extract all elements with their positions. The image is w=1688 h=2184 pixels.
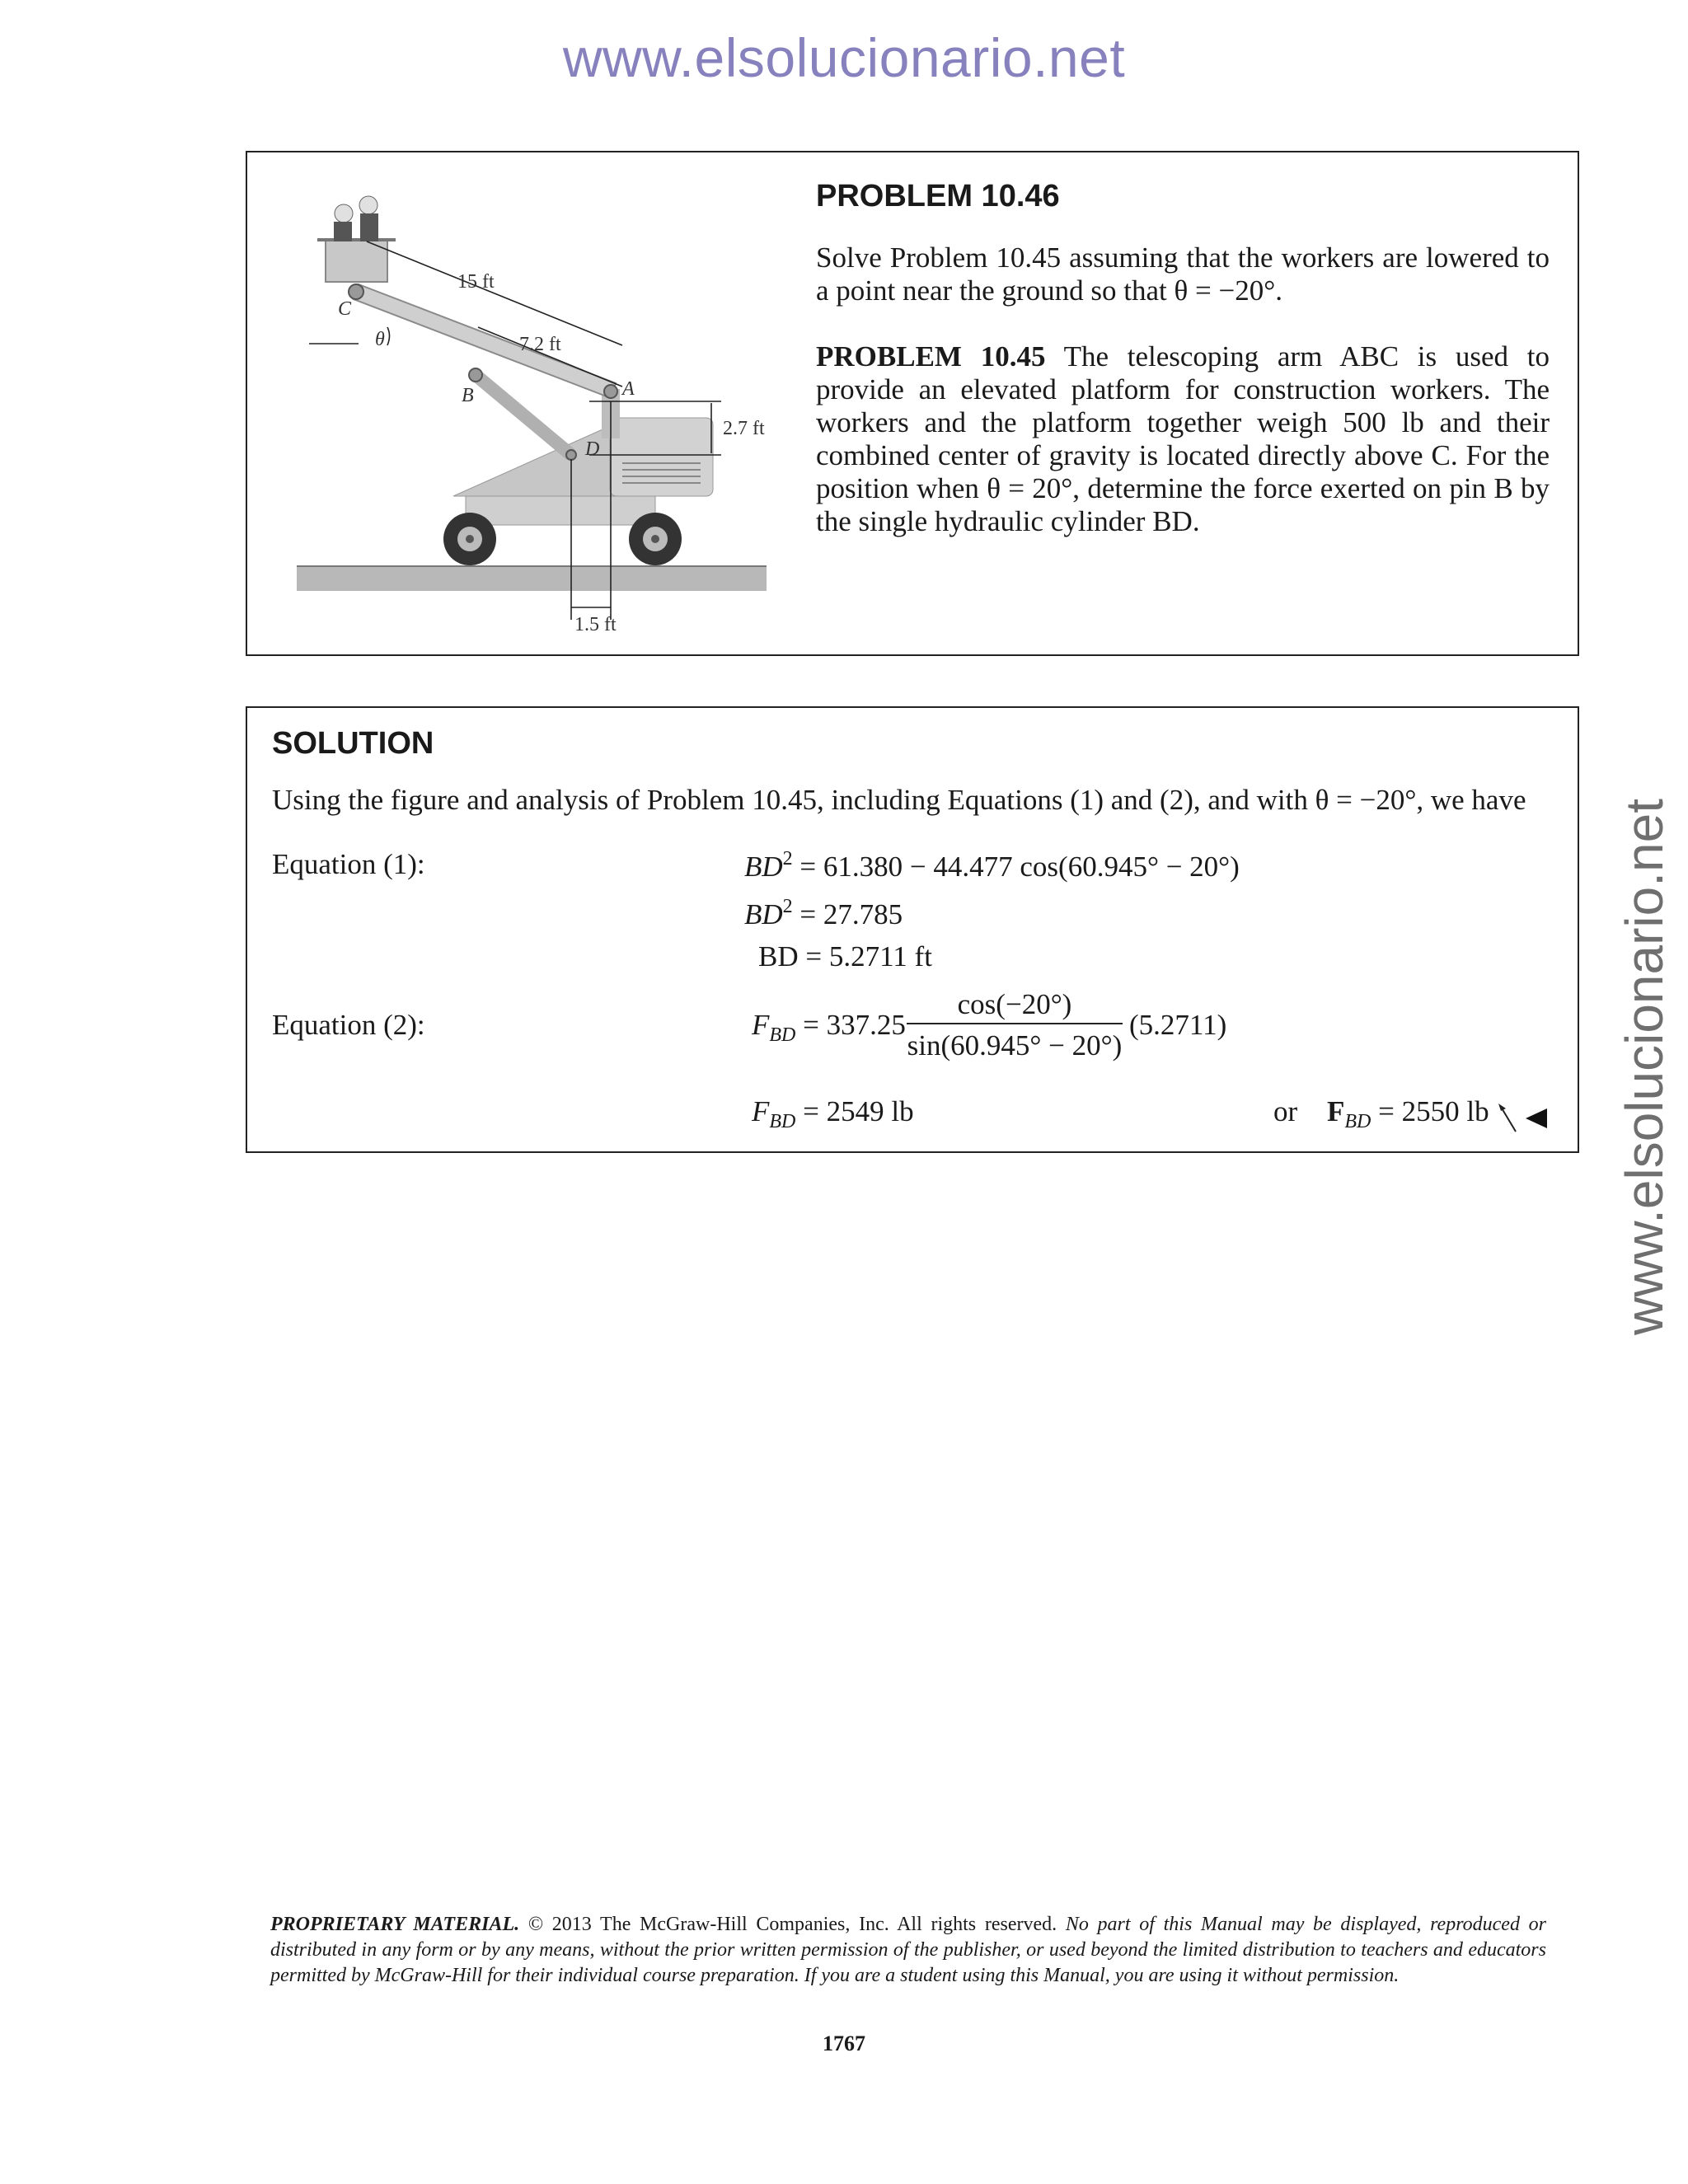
pin-A	[604, 385, 617, 398]
label-C: C	[338, 298, 352, 320]
reference-title: PROBLEM 10.45	[816, 340, 1046, 373]
problem-statement: Solve Problem 10.45 assuming that the workers are lowered to a point near the ground so that θ = −20°.	[816, 241, 1550, 307]
equation-1-label: Equation (1):	[272, 848, 425, 880]
equation-1-line-1: $BD^2 = 61.380 - 44.477$ cos(60.945° − 20°)	[744, 848, 1240, 883]
problem-title: PROBLEM 10.46	[816, 179, 1060, 213]
rear-wheel	[443, 513, 496, 565]
problem-text	[816, 177, 1550, 571]
problem-reference	[816, 340, 1550, 538]
page-number: 1767	[823, 2032, 865, 2055]
label-A: A	[622, 378, 635, 400]
equation-2-tail: (5.2711)	[1129, 1009, 1227, 1041]
equation-2-label: Equation (2):	[272, 1009, 425, 1041]
engine-housing	[610, 418, 713, 496]
label-D: D	[585, 438, 600, 460]
solution-title: SOLUTION	[272, 726, 434, 761]
watermark-top: www.elsolucionario.net	[562, 27, 1126, 88]
equation-2-numerator: cos(−20°)	[957, 988, 1072, 1020]
footer-notice	[270, 1912, 1546, 1989]
pin-B	[469, 368, 482, 382]
footer-bold-lead: PROPRIETARY MATERIAL.	[270, 1914, 520, 1935]
ground	[297, 566, 767, 591]
footer-copyright: © 2013 The McGraw-Hill Companies, Inc. All rights reserved.	[519, 1914, 1066, 1935]
label-B: B	[462, 385, 474, 406]
direction-arrow-icon	[1496, 1102, 1554, 1135]
label-theta: θ	[375, 329, 385, 350]
dim-72ft: 7.2 ft	[519, 334, 561, 355]
dim-15ft-bottom: 1.5 ft	[574, 614, 617, 632]
hydraulic-cylinder	[476, 375, 571, 455]
equation-1-line-3: BD = 5.2711 ft	[758, 940, 932, 972]
solution-intro: Using the figure and analysis of Problem 10.45, including Equations (1) and (2), and with θ = −20°, we have	[272, 784, 1526, 816]
problem-box	[246, 151, 1579, 656]
equation-1-line-2: $BD^2 = 27.785$	[744, 896, 903, 930]
pin-D	[566, 450, 576, 460]
front-wheel	[629, 513, 682, 565]
dim-15ft: 15 ft	[457, 271, 495, 293]
reference-text: The telescoping arm ABC is used to provide an elevated platform for construction workers. The workers and the platform together weigh 500 lb and their combined center of gravity is located directly above C. For the position when θ = 20°, determine the force exerted on pin B by the single hydraulic cylinder BD.	[816, 340, 1550, 537]
watermark-side: www.elsolucionario.net	[1615, 799, 1674, 1335]
equation-2-lhs: $F_{BD} = 337.25$	[752, 1009, 906, 1046]
solution-box	[246, 706, 1579, 1153]
final-answer: $F_{BD} = 2550$ lb	[1327, 1095, 1489, 1132]
result-or: or	[1273, 1095, 1298, 1127]
platform-basket	[326, 241, 387, 282]
dim-27ft: 2.7 ft	[723, 418, 765, 439]
equation-2-denominator: sin(60.945° − 20°)	[907, 1029, 1123, 1062]
footer-notice-text: No part of this Manual may be displayed, reproduced or distributed in any form or by any means, without the prior written permission of the publisher, or used beyond the limited distribution to teachers and educators permitted by McGraw-Hill for their individual course preparation. If you are a student using this Manual, you are using it without permission.	[270, 1914, 1546, 1986]
pin-C	[349, 284, 363, 299]
result-line: $F_{BD} = 2549$ lb	[752, 1095, 914, 1132]
fraction-bar	[907, 1023, 1123, 1024]
